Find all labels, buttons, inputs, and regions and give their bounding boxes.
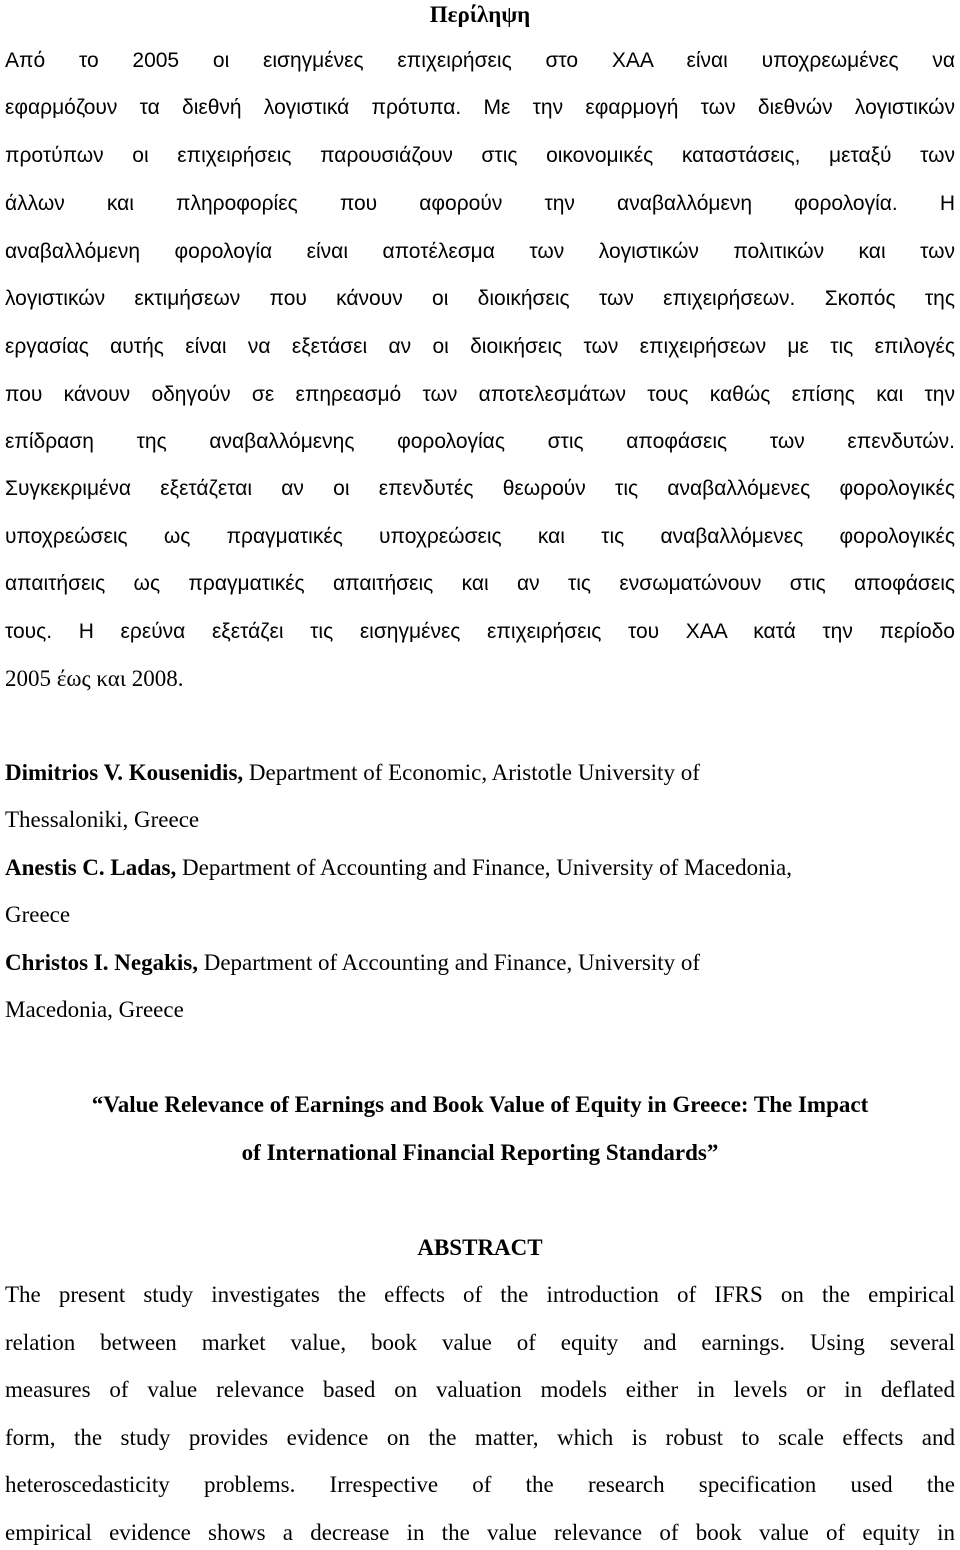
paper-title-line: “Value Relevance of Earnings and Book Value of Equity in Greece: The Impact — [91, 1092, 869, 1117]
author-name: Dimitrios V. Kousenidis, — [5, 760, 244, 785]
author-affiliation: Department of Economic, Aristotle University of — [243, 760, 700, 785]
author-affiliation: Department of Accounting and Finance, University of Macedonia, — [176, 855, 792, 880]
author-entry — [5, 853, 955, 883]
greek-summary-line: επίδραση της αναβαλλόμενης φορολογίας στις αποφάσεις των επενδυτών. — [5, 430, 955, 453]
greek-summary-line: εργασίας αυτής είναι να εξετάσει αν οι διοικήσεις των επιχειρήσεων με τις επιλογές — [5, 335, 955, 358]
greek-summary-line: Από το 2005 οι εισηγμένες επιχειρήσεις στο ΧΑΑ είναι υποχρεωμένες να — [5, 49, 955, 72]
greek-summary-line: άλλων και πληροφορίες που αφορούν την αναβαλλόμενη φορολογία. Η — [5, 192, 955, 215]
greek-summary-line: απαιτήσεις ως πραγματικές απαιτήσεις και αν τις ενσωματώνουν στις αποφάσεις — [5, 572, 955, 595]
greek-summary-line: εφαρμόζουν τα διεθνή λογιστικά πρότυπα. Με την εφαρμογή των διεθνών λογιστικών — [5, 96, 955, 119]
greek-summary-line: Συγκεκριμένα εξετάζεται αν οι επενδυτές θεωρούν τις αναβαλλόμενες φορολογικές — [5, 477, 955, 500]
author-affiliation-continued: Macedonia, Greece — [5, 997, 184, 1022]
abstract-line: measures of value relevance based on valuation models either in levels or in deflated — [5, 1377, 955, 1402]
author-affiliation-continued: Greece — [5, 902, 71, 927]
author-name: Christos I. Negakis, — [5, 950, 198, 975]
greek-summary-line: 2005 έως και 2008. — [5, 666, 184, 691]
greek-summary-line: που κάνουν οδηγούν σε επηρεασμό των αποτελεσμάτων τους καθώς επίσης και την — [5, 383, 955, 406]
greek-summary-line: προτύπων οι επιχειρήσεις παρουσιάζουν στις οικονομικές καταστάσεις, μεταξύ των — [5, 144, 955, 167]
author-entry — [5, 758, 955, 788]
author-affiliation-continued: Thessaloniki, Greece — [5, 807, 200, 832]
author-name: Anestis C. Ladas, — [5, 855, 177, 880]
paper-title-line: of International Financial Reporting Standards” — [241, 1140, 719, 1165]
abstract-line: empirical evidence shows a decrease in the value relevance of book value of equity in — [5, 1520, 955, 1545]
greek-summary-line: λογιστικών εκτιμήσεων που κάνουν οι διοικήσεις των επιχειρήσεων. Σκοπός της — [5, 287, 955, 310]
greek-summary-line: τους. Η ερεύνα εξετάζει τις εισηγμένες επιχειρήσεις του ΧΑΑ κατά την περίοδο — [5, 620, 955, 643]
author-entry — [5, 948, 955, 978]
greek-summary-heading: Περίληψη — [429, 2, 531, 27]
abstract-line: form, the study provides evidence on the matter, which is robust to scale effects and — [5, 1425, 955, 1450]
abstract-line: relation between market value, book value of equity and earnings. Using several — [5, 1330, 955, 1355]
greek-summary-line: υποχρεώσεις ως πραγματικές υποχρεώσεις και τις αναβαλλόμενες φορολογικές — [5, 525, 955, 548]
greek-summary-line: αναβαλλόμενη φορολογία είναι αποτέλεσμα των λογιστικών πολιτικών και των — [5, 240, 955, 263]
abstract-heading: ABSTRACT — [417, 1235, 543, 1260]
abstract-line: The present study investigates the effects of the introduction of IFRS on the empirical — [5, 1282, 955, 1307]
abstract-line: heteroscedasticity problems. Irrespective of the research specification used the — [5, 1472, 955, 1497]
author-affiliation: Department of Accounting and Finance, University of — [197, 950, 701, 975]
